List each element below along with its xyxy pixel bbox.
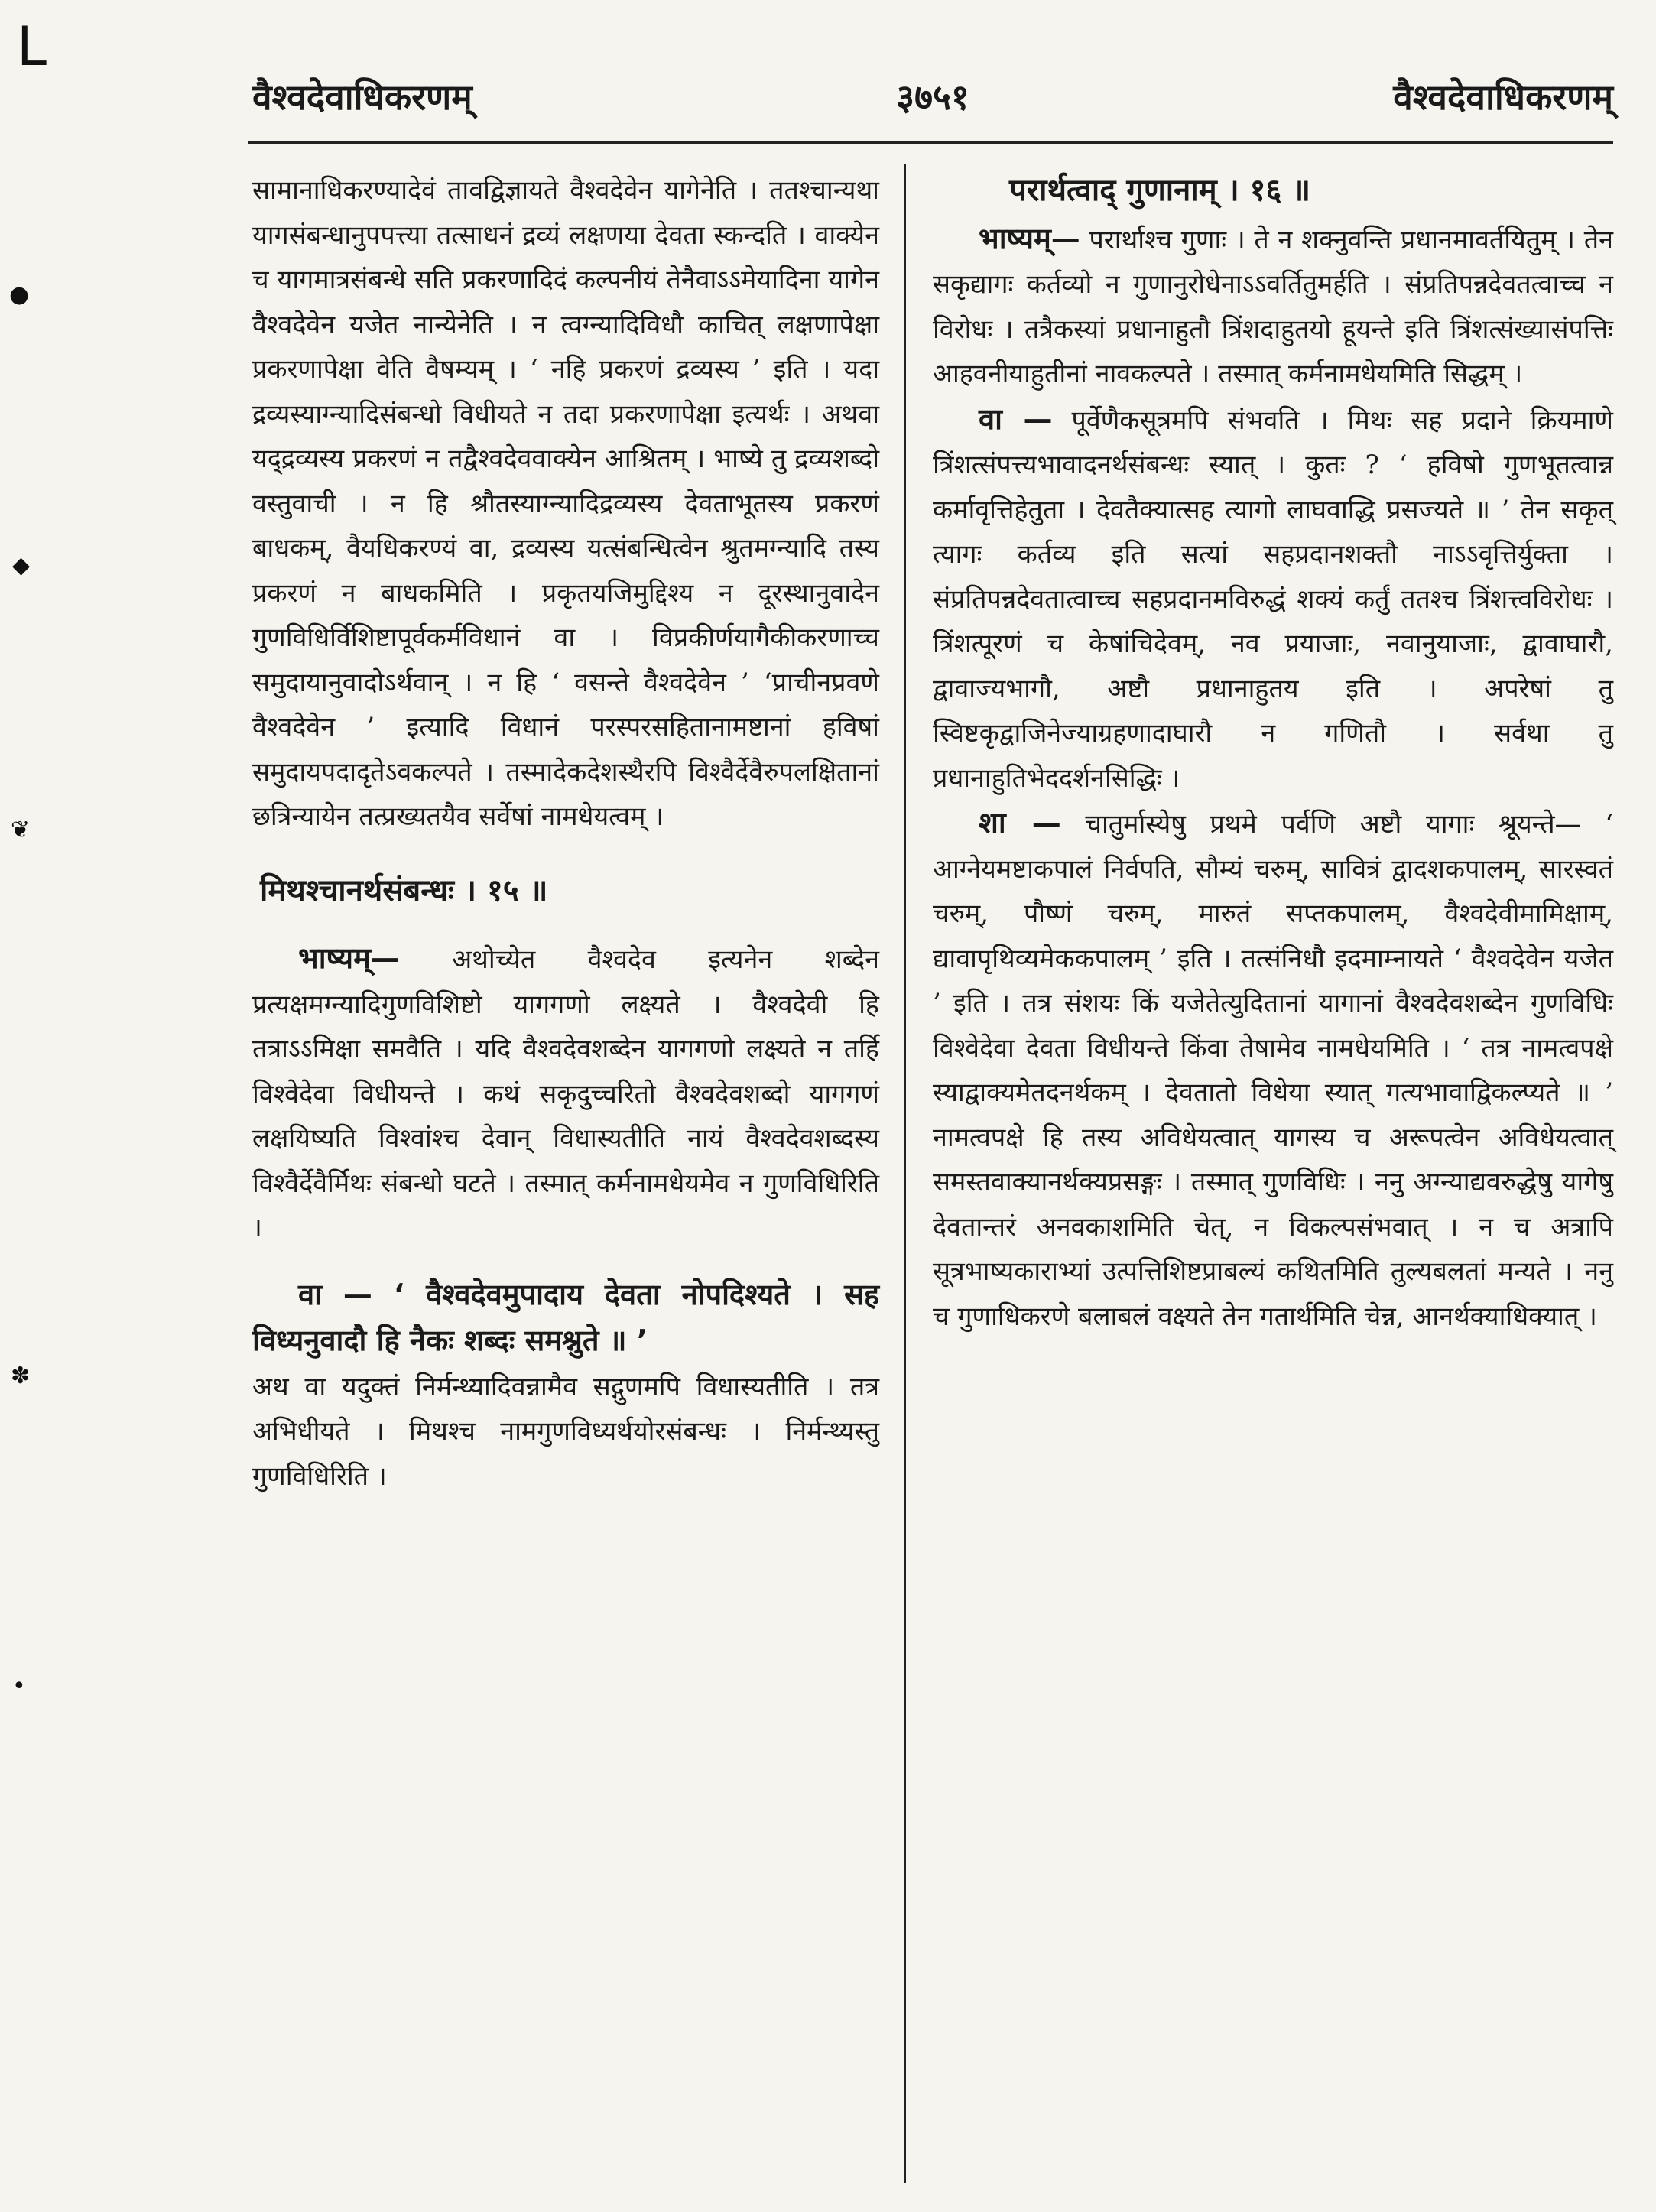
varttika-label: वा — — [298, 1277, 372, 1311]
column-divider — [904, 164, 906, 2183]
shastra-label: शा — — [979, 806, 1061, 840]
margin-blot-icon: ❦ — [11, 817, 31, 843]
margin-blot-icon: ● — [9, 281, 30, 308]
varttika-verse-text: ‘ वैश्वदेवमुपादाय देवता नोपदिश्यते । सह विध्यनुवादौ हि नैकः शब्दः समश्नुते ॥ ’ — [252, 1277, 879, 1357]
sutra-16-heading: परार्थत्वाद् गुणानाम् । १६ ॥ — [1009, 173, 1311, 208]
bhashya-label: भाष्यम्— — [979, 221, 1080, 255]
sutra-15-heading: मिथश्चानर्थसंबन्धः । १५ ॥ — [260, 872, 548, 908]
varttika-paragraph — [933, 397, 1613, 801]
varttika-text: पूर्वेणैकसूत्रमपि संभवति । मिथः सह प्रदाने क्रियमाणे त्रिंशत्संपत्त्यभावादनर्थसंबन्धः स्यात् । कुतः ? ‘ हविषो गुणभूतत्वान्न कर्मावृत्तिहेतुता । देवतैक्यात्सह त्यागो लाघवाद्धि प्रसज्यते ॥ ’ तेन सकृत् त्यागः कर्तव्य इति सत्यां सहप्रदानशक्तौ नाऽऽवृत्तिर्युक्ता । संप्रतिपन्नदेवतात्वाच्च सहप्रदानमविरुद्धं शक्यं कर्तुं ततश्च त्रिंशत्त्वविरोधः । त्रिंशत्पूरणं च केषांचिदेवम्, नव प्रयाजाः, नवानुयाजाः, द्वावाघारौ, द्वावाज्यभागौ, अष्टौ प्रधानाहुतय इति । अपरेषां तु स्विष्टकृद्वाजिनेज्याग्रहणादाघारौ न गणितौ । सर्वथा तु प्रधानाहुतिभेददर्शनसिद्धिः । — [933, 404, 1613, 794]
margin-blot-icon: ✽ — [11, 1363, 31, 1389]
margin-blot-icon: ◆ — [12, 552, 31, 579]
margin-blot-icon: • — [12, 1673, 26, 1700]
header-rule — [248, 141, 1613, 144]
commentary-paragraph: सामानाधिकरण्यादेवं तावद्विज्ञायते वैश्वदेवेन यागेनेति । ततश्चान्यथा यागसंबन्धानुपपत्त्या तत्साधनं द्रव्यं लक्षणया देवता स्कन्दति । वाक्येन च यागमात्रसंबन्धे सति प्रकरणादिदं कल्पनीयं तेनैवाऽऽमेयादिना यागेन वैश्वदेवेन यजेत नान्येनेति । न त्वग्न्यादिविधौ काचित् लक्षणापेक्षा प्रकरणापेक्षा वेति वैषम्यम् । ‘ नहि प्रकरणं द्रव्यस्य ’ इति । यदा द्रव्यस्याग्न्यादिसंबन्धो विधीयते न तदा प्रकरणापेक्षा इत्यर्थः । अथवा यद्द्रव्यस्य प्रकरणं न तद्वैश्वदेववाक्येन आश्रितम् । भाष्ये तु द्रव्यशब्दो वस्तुवाची । न हि श्रौतस्याग्न्यादिद्रव्यस्य देवताभूतस्य प्रकरणं बाधकम्, वैयधिकरण्यं वा, द्रव्यस्य यत्संबन्धित्वेन श्रुतमग्न्यादि तस्य प्रकरणं न बाधकमिति । प्रकृतयजिमुद्दिश्य न दूरस्थानुवादेन गुणविधिर्विशिष्टापूर्वकर्मविधानं वा । विप्रकीर्णयागैकीकरणाच्च समुदायानुवादोऽर्थवान् । न हि ‘ वसन्ते वैश्वदेवेन ’ ‘प्राचीनप्रवणे वैश्वदेवेन ’ इत्यादि विधानं परस्परसहितानामष्टानां हविषां समुदायपदादृतेऽवकल्पते । तस्मादेकदेशस्थैरपि विश्वैर्देवैरुपलक्षितानां छत्रिन्यायेन तत्प्रख्यतयैव सर्वेषां नामधेयत्वम् । — [252, 175, 879, 832]
margin-marks — [0, 0, 46, 2212]
bhashya-paragraph — [252, 936, 879, 1251]
varttika-verse — [252, 1272, 879, 1365]
bhashya-text: परार्थाश्च गुणाः । ते न शक्नुवन्ति प्रधानमावर्तयितुम् । तेन सकृद्यागः कर्तव्यो न गुणानुरोधेनाऽऽवर्तितुमर्हति । संप्रतिपन्नदेवतत्वाच्च न विरोधः । तत्रैकस्यां प्रधानाहुतौ त्रिंशदाहुतयो हूयन्ते इति त्रिंशत्संख्यासंपत्तिः आहवनीयाहुतीनां नावकल्पते । तस्मात् कर्मनामधेयमिति सिद्धम् । — [933, 224, 1613, 389]
right-column — [933, 168, 1613, 1339]
bhashya-label: भाष्यम्— — [298, 941, 400, 975]
varttika-label: वा — — [979, 401, 1053, 436]
shastra-paragraph — [933, 801, 1613, 1339]
left-column — [252, 168, 879, 1499]
bhashya-text: अथोच्येत वैश्वदेव इत्यनेन शब्देन प्रत्यक्षमग्न्यादिगुणविशिष्टो यागगणो लक्ष्यते । वैश्वदेवी हि तत्राऽऽमिक्षा समवैति । यदि वैश्वदेवशब्देन यागगणो लक्ष्यते न तर्हि विश्वेदेवा विधीयन्ते । कथं सकृदुच्चरितो वैश्वदेवशब्दो यागगणं लक्षयिष्यति विश्वांश्च देवान् विधास्यतीति नायं वैश्वदेवशब्दस्य विश्वैर्देवैर्मिथः संबन्धो घटते । तस्मात् कर्मनामधेयमेव न गुणविधिरिति । — [252, 944, 879, 1243]
margin-bracket-icon: L — [17, 15, 47, 78]
header-left-title: वैश्वदेवाधिकरणम् — [252, 76, 472, 118]
page-number: ३७५१ — [896, 76, 969, 118]
bhashya-paragraph — [933, 216, 1613, 397]
header-right-title: वैश्वदेवाधिकरणम् — [1393, 76, 1613, 118]
commentary-paragraph-end: अथ वा यदुक्तं निर्मन्थ्यादिवन्नामैव सद्गुणमपि विधास्यतीति । तत्र अभिधीयते । मिथश्च नामगुणविध्यर्थयोरसंबन्धः । निर्मन्थ्यस्तु गुणविधिरिति । — [252, 1371, 879, 1492]
running-header — [252, 73, 1613, 134]
shastra-text: चातुर्मास्येषु प्रथमे पर्वणि अष्टौ यागाः श्रूयन्ते— ‘ आग्नेयमष्टाकपालं निर्वपति, सौम्यं चरुम्, सावित्रं द्वादशकपालम्, सारस्वतं चरुम्, पौष्णं चरुम्, मारुतं सप्तकपालम्, वैश्वदेवीमामिक्षाम्, द्यावापृथिव्यमेककपालम् ’ इति । तत्संनिधौ इदमाम्नायते ‘ वैश्वदेवेन यजेत ’ इति । तत्र संशयः किं यजेतेत्युदितानां यागानां वैश्वदेवशब्देन गुणविधिः विश्वेदेवा देवता विधीयन्ते किंवा तेषामेव नामधेयमिति । ‘ तत्र नामत्वपक्षे स्याद्वाक्यमेतदनर्थकम् । देवतातो विधेया स्यात् गत्यभावाद्विकल्प्यते ॥ ’ नामत्वपक्षे हि तस्य अविधेयत्वात् यागस्य च अरूपत्वेन अविधेयत्वात् समस्तवाक्यानर्थक्यप्रसङ्गः । तस्मात् गुणविधिः । ननु अग्न्याद्यवरुद्धेषु यागेषु देवतान्तरं अनवकाशमिति चेत्, न विकल्पसंभवात् । न च अत्रापि सूत्रभाष्यकाराभ्यां उत्पत्तिशिष्टप्राबल्यं कथितमिति तुल्यबलतां मन्यते । ननु च गुणाधिकरणे बलाबलं वक्ष्यते तेन गतार्थमिति चेन्न, आनर्थक्याधिक्यात् । — [933, 809, 1613, 1332]
